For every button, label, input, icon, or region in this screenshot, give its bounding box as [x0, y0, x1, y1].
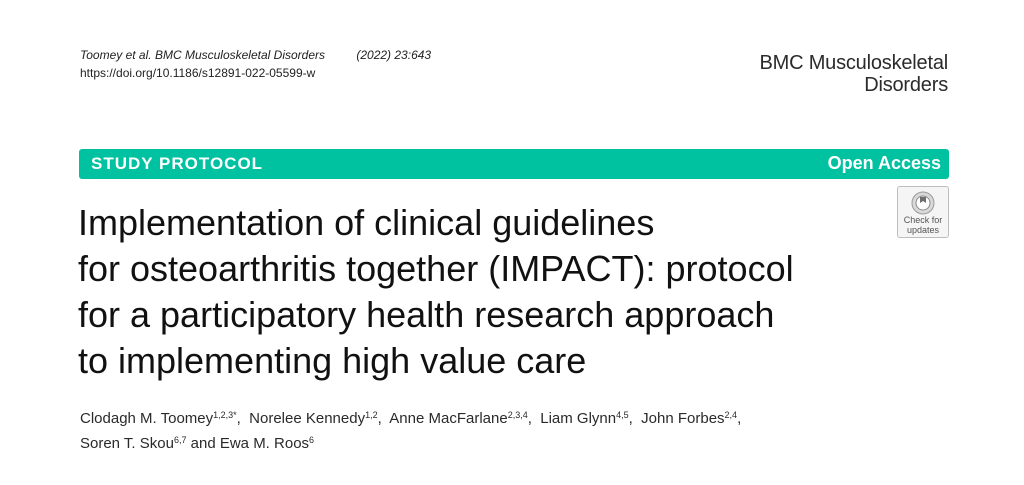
- journal-logo-line2: Disorders: [864, 74, 948, 96]
- author-separator: ,: [628, 410, 637, 427]
- citation-authors: Toomey et al.: [80, 48, 152, 62]
- author-list: [80, 406, 920, 456]
- journal-logo: [760, 52, 949, 96]
- title-line-2: for osteoarthritis together (IMPACT): protocol: [78, 248, 794, 289]
- article-type-label: STUDY PROTOCOL: [91, 154, 264, 173]
- title-line-3: for a participatory health research approach: [78, 294, 775, 335]
- title-line-4: to implementing high value care: [78, 340, 587, 381]
- author-affiliation: 6: [309, 435, 315, 445]
- author-affiliation: 6,7: [173, 435, 187, 445]
- journal-logo-line1: BMC Musculoskeletal: [759, 52, 948, 74]
- author-line-1: [80, 406, 920, 431]
- article-title: [78, 200, 898, 384]
- author-affiliation: 4,5: [616, 410, 629, 420]
- author-separator: ,: [527, 410, 537, 427]
- open-access-label: Open Access: [827, 153, 941, 173]
- citation-year: (2022) 23:643: [356, 48, 432, 62]
- author-separator: ,: [737, 410, 742, 427]
- check-for-updates-line1: Check for: [903, 215, 943, 225]
- author-name[interactable]: Clodagh M. Toomey: [80, 410, 214, 427]
- doi-link[interactable]: https://doi.org/10.1186/s12891-022-05599-w: [80, 66, 316, 80]
- author-name[interactable]: Norelee Kennedy: [249, 410, 366, 427]
- author-affiliation: 2,4: [724, 410, 738, 420]
- check-for-updates-line2: updates: [906, 225, 940, 235]
- author-name[interactable]: Soren T. Skou: [80, 435, 174, 452]
- author-name[interactable]: Anne MacFarlane: [389, 410, 508, 427]
- author-name[interactable]: John Forbes: [641, 410, 725, 427]
- citation-journal: BMC Musculoskeletal Disorders: [154, 48, 326, 62]
- author-name[interactable]: Ewa M. Roos: [219, 435, 310, 452]
- author-separator: and: [186, 435, 220, 452]
- check-for-updates-button[interactable]: [897, 186, 949, 238]
- author-affiliation: 1,2: [365, 410, 378, 420]
- author-line-2: [80, 431, 920, 456]
- citation-line: [80, 46, 431, 64]
- crossmark-icon: [911, 191, 935, 215]
- title-line-1: Implementation of clinical guidelines: [78, 202, 655, 243]
- author-separator: ,: [236, 410, 245, 427]
- author-affiliation: 1,2,3*: [213, 410, 237, 420]
- author-affiliation: 2,3,4: [507, 410, 528, 420]
- author-name[interactable]: Liam Glynn: [540, 410, 617, 427]
- citation-block: [80, 46, 431, 82]
- author-separator: ,: [377, 410, 386, 427]
- article-type-banner: [79, 149, 949, 179]
